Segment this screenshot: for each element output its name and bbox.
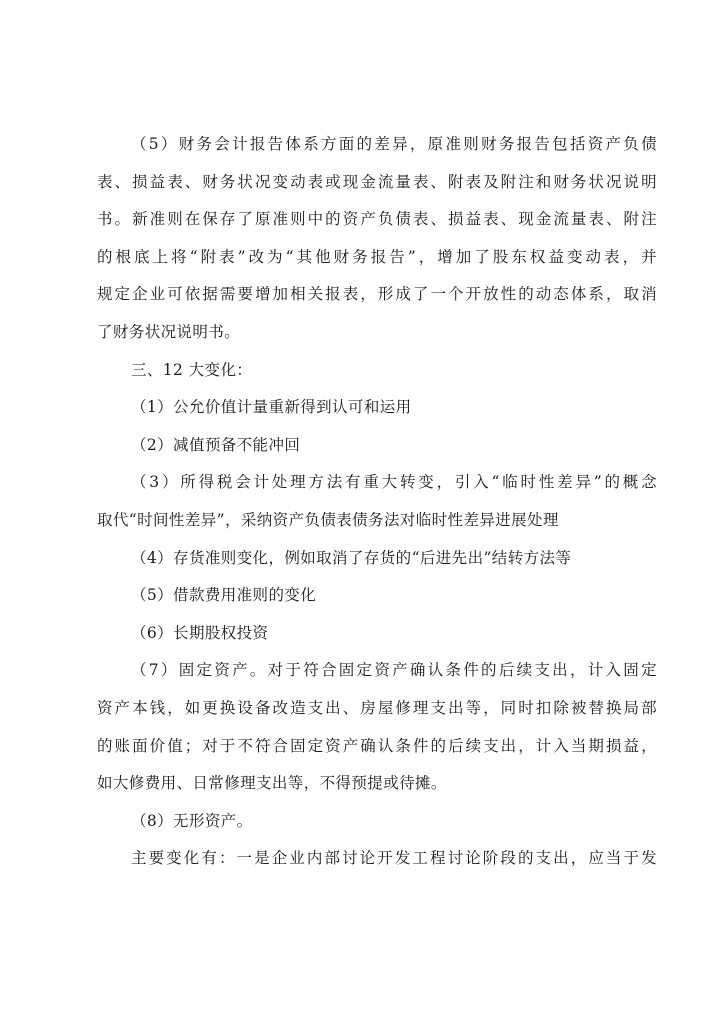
text-line: 规定企业可依据需要增加相关报表，形成了一个开放性的动态体系，取消 <box>97 285 657 304</box>
text-line: 了财务状况说明书。 <box>97 322 241 341</box>
text-line: 如大修费用、日常修理支出等，不得预提或待摊。 <box>97 774 447 793</box>
text-line: 三、12 大变化： <box>131 360 253 379</box>
text-line: （5）借款费用准则的变化 <box>131 586 317 605</box>
text-line: （7）固定资产。对于符合固定资产确认条件的后续支出，计入固定 <box>131 661 657 680</box>
text-line: 表、损益表、财务状况变动表或现金流量表、附表及附注和财务状况说明 <box>97 172 657 191</box>
text-line: （2）减值预备不能冲回 <box>131 435 301 454</box>
text-line: （8）无形资产。 <box>131 811 253 830</box>
document-body <box>97 126 657 878</box>
text-line: 的根底上将“附表”改为“其他财务报告”，增加了股东权益变动表，并 <box>97 247 657 266</box>
text-line: 的账面价值；对于不符合固定资产确认条件的后续支出，计入当期损益， <box>97 736 657 755</box>
text-line: 书。新准则在保存了原准则中的资产负债表、损益表、现金流量表、附注 <box>97 210 657 229</box>
text-line: （5）财务会计报告体系方面的差异，原准则财务报告包括资产负债 <box>131 135 657 153</box>
text-line: 取代“时间性差异”，采纳资产负债表债务法对临时性差异进展处理 <box>97 510 559 529</box>
text-line: （1）公允价值计量重新得到认可和运用 <box>131 398 412 417</box>
text-line: 资产本钱，如更换设备改造支出、房屋修理支出等，同时扣除被替换局部 <box>97 698 657 717</box>
text-line: （6）长期股权投资 <box>131 623 269 642</box>
text-line: （4）存货准则变化，例如取消了存货的“后进先出”结转方法等 <box>131 548 572 567</box>
text-line: 主要变化有：一是企业内部讨论开发工程讨论阶段的支出，应当于发 <box>131 849 657 868</box>
text-line: （3）所得税会计处理方法有重大转变，引入“临时性差异”的概念 <box>131 473 657 492</box>
